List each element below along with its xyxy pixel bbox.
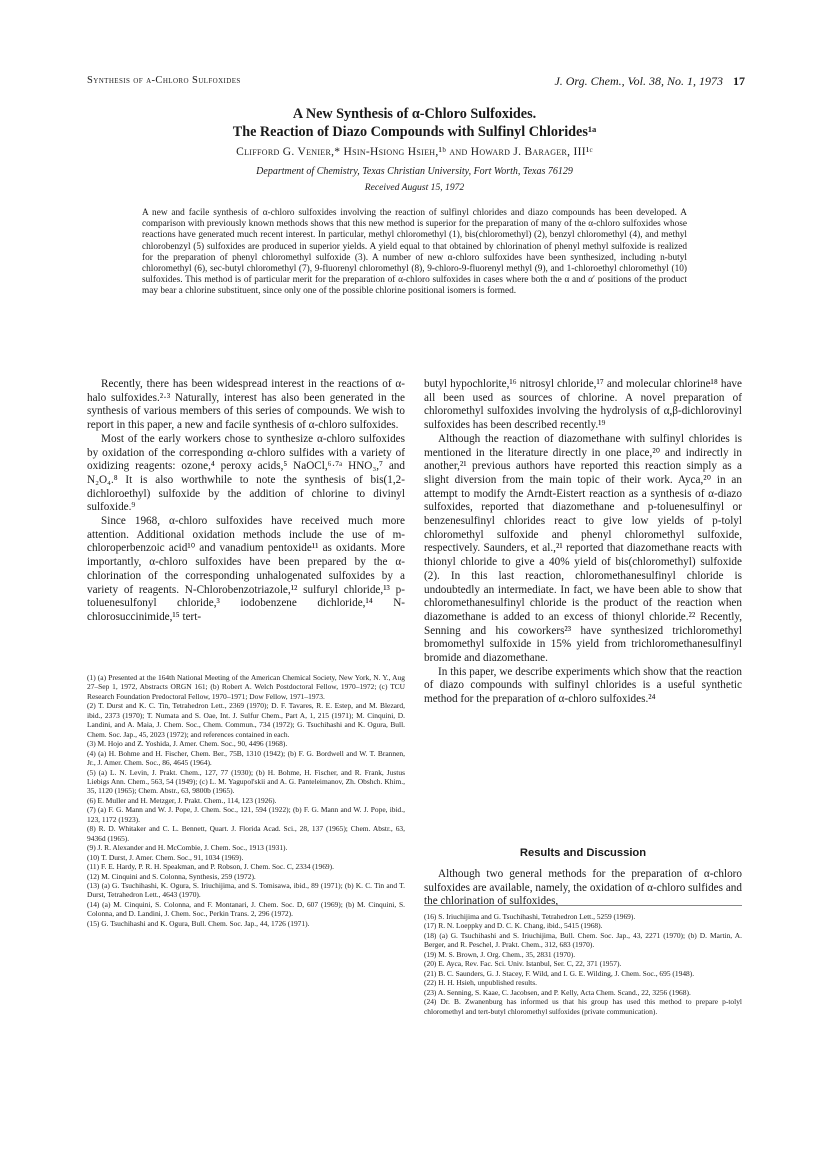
footnote: (3) M. Hojo and Z. Yoshida, J. Amer. Chem. Soc., 90, 4496 (1968). bbox=[87, 739, 288, 749]
footnote: (22) H. H. Hsieh, unpublished results. bbox=[424, 978, 537, 988]
body-paragraph: butyl hypochlorite,¹⁶ nitrosyl chloride,¹⁷ and molecular chlorine¹⁸ have all been used as sources of chlorine. A novel preparation of chloromethyl sulfoxides involving the hydrolysis of α,β-dichlorovinyl sulfoxides has been described recently.¹⁹ bbox=[424, 378, 742, 432]
footnote: (17) R. N. Loeppky and D. C. K. Chang, ibid., 5415 (1968). bbox=[424, 921, 603, 931]
author-list: Clifford G. Venier,* Hsin-Hsiong Hsieh,¹ᵇ and Howard J. Barager, III¹ᶜ bbox=[236, 146, 593, 158]
running-head-right bbox=[554, 74, 745, 89]
footnote: (2) T. Durst and K. C. Tin, Tetrahedron Lett., 2369 (1970); D. F. Tavares, R. E. Estep, and M. Blezard, ibid., 2373 (1970); T. Numata and S. Oae, Int. J. Sulfur Chem., Part A, 1, 215 (1971); M. Cinquini, D. Landini, and A. Maia, J. Chem. Soc., Chem. Commun., 734 (1972); G. Tsuchihashi and K. Ogura, Bull. Chem. Soc. Jap., 45, 2023 (1972); and references contained in each. bbox=[87, 701, 405, 739]
body-column-right bbox=[424, 378, 742, 707]
footnote: (16) S. Iriuchijima and G. Tsuchihashi, Tetrahedron Lett., 5259 (1969). bbox=[424, 912, 636, 921]
footnote: (18) (a) G. Tsuchihashi and S. Iriuchijima, Bull. Chem. Soc. Jap., 43, 2271 (1970); (b) D. Martin, A. Berger, and R. Peschel, J. Prakt. Chem., 312, 683 (1970). bbox=[424, 930, 742, 950]
journal-citation: J. Org. Chem., Vol. 38, No. 1, 1973 bbox=[554, 74, 723, 88]
body-paragraph: Recently, there has been widespread interest in the reactions of α-halo sulfoxides.²·³ Naturally, interest has also been generated in the synthesis of various members of this series of compounds. We wish to report in this paper, a new and facile synthesis of α-chloro sulfoxides. bbox=[87, 378, 405, 432]
running-head-left: Synthesis of α-Chloro Sulfoxides bbox=[87, 75, 241, 86]
page-number: 17 bbox=[733, 74, 745, 88]
article-title-line-1: A New Synthesis of α-Chloro Sulfoxides. bbox=[292, 106, 537, 122]
footnote: (7) (a) F. G. Mann and W. J. Pope, J. Chem. Soc., 121, 594 (1922); (b) F. G. Mann and W. J. Pope, ibid., 123, 1172 (1923). bbox=[87, 805, 405, 824]
body-paragraph: Since 1968, α-chloro sulfoxides have received much more attention. Additional oxidation methods include the use of m-chloroperbenzoic acid¹⁰ and vanadium pentoxide¹¹ as oxidants. More importantly, α-chloro sulfoxides have been prepared by the α-chlorination of the corresponding unhalogenated sulfoxides by a variety of reagents. N-Chlorobenzotriazole,¹² sulfuryl chloride,¹³ p-toluenesulfonyl chloride,³ iodobenzene dichloride,¹⁴ N-chlorosuccinimide,¹⁵ tert- bbox=[87, 515, 405, 623]
footnote: (15) G. Tsuchihashi and K. Ogura, Bull. Chem. Soc. Jap., 44, 1726 (1971). bbox=[87, 918, 310, 928]
footnote: (12) M. Cinquini and S. Colonna, Synthesis, 259 (1972). bbox=[87, 871, 256, 881]
footnote: (11) F. E. Hardy, P. R. H. Speakman, and P. Robson, J. Chem. Soc. C, 2334 (1969). bbox=[87, 862, 334, 872]
article-title-line-2: The Reaction of Diazo Compounds with Sulfinyl Chlorides¹ᵃ bbox=[232, 124, 597, 140]
footnote: (9) J. R. Alexander and H. McCombie, J. Chem. Soc., 1913 (1931). bbox=[87, 843, 288, 853]
footnote: (24) Dr. B. Zwanenburg has informed us that his group has used this method to prepare p-tolyl chloromethyl and tert-butyl chloromethyl sulfoxides (private communication). bbox=[424, 997, 742, 1016]
affiliation: Department of Chemistry, Texas Christian University, Fort Worth, Texas 76129 bbox=[256, 166, 573, 177]
body-paragraph: Although two general methods for the preparation of α-chloro sulfoxides are available, namely, the oxidation of α-chloro sulfides and the chlorination of sulfoxides, bbox=[424, 868, 742, 908]
footnote: (4) (a) H. Bohme and H. Fischer, Chem. Ber., 75B, 1310 (1942); (b) F. G. Bordwell and W. T. Brannen, Jr., J. Amer. Chem. Soc., 86, 4645 (1964). bbox=[87, 748, 405, 768]
abstract: A new and facile synthesis of α-chloro sulfoxides involving the reaction of sulfinyl chlorides and diazo compounds has been developed. A comparison with previously known methods shows that this new method is superior for the preparation of many of the α-chloro sulfoxides whose reactions have generated much recent interest. In particular, methyl chloromethyl (1), bis(chloromethyl) (2), benzyl chloromethyl (4), and methyl chlorobenzyl (5) sulfoxides are produced in superior yields. A yield equal to that obtained by chlorination of phenyl methyl sulfoxide is realized for the preparation of phenyl chloromethyl sulfoxide (3). A number of new α-chloro sulfoxides have been synthesized, including n-butyl chloromethyl (6), sec-butyl chloromethyl (7), 9-fluorenyl chloromethyl (8), 9-chloro-9-fluorenyl methyl (9), and 1-chloroethyl chloromethyl (10) sulfoxides. This method is of particular merit for the preparation of α-chloro sulfoxides in cases where both the α and α′ positions of the product may bear a chlorine substituent, since only one of the possible chlorine positional isomers is formed. bbox=[142, 208, 687, 297]
footnote: (14) (a) M. Cinquini, S. Colonna, and F. Montanari, J. Chem. Soc. D, 607 (1969); (b) M. Cinquini, S. Colonna, and D. Landini, J. Chem. Soc., Perkin Trans. 2, 296 (1972). bbox=[87, 899, 405, 919]
footnote: (5) (a) L. N. Levin, J. Prakt. Chem., 127, 77 (1930); (b) H. Bohme, H. Fischer, and R. Frank, Justus Liebigs Ann. Chem., 563, 54 (1949); (c) L. M. Yagupol'skii and A. G. Panteleimanov, Zh. Obshch. Khim., 35, 1120 (1965); Chem. Abstr., 63, 9800b (1965). bbox=[87, 767, 405, 796]
body-paragraph: Most of the early workers chose to synthesize α-chloro sulfoxides by oxidation of the corresponding α-chloro sulfides with a variety of oxidizing reagents: ozone,⁴ peroxy acids,⁵ NaOCl,⁶·⁷ᵃ HNO₃,⁷ and N₂O₄.⁸ It is also worthwhile to note the synthesis of bis(1,2-dichloroethyl) sulfoxide by the addition of chlorine to divinyl sulfoxide.⁹ bbox=[87, 432, 405, 514]
footnote: (19) M. S. Brown, J. Org. Chem., 35, 2831 (1970). bbox=[424, 949, 576, 959]
body-column-left bbox=[87, 378, 405, 625]
footnote: (23) A. Senning, S. Kaae, C. Jacobsen, and P. Kelly, Acta Chem. Scand., 22, 3256 (1968). bbox=[424, 987, 691, 997]
footnote: (10) T. Durst, J. Amer. Chem. Soc., 91, 1034 (1969). bbox=[87, 852, 244, 862]
footnote: (6) E. Muller and H. Metzger, J. Prakt. Chem., 114, 123 (1926). bbox=[87, 795, 277, 805]
footnote: (21) B. C. Saunders, G. J. Stacey, F. Wild, and I. G. E. Wilding, J. Chem. Soc., 695 (1948). bbox=[424, 968, 695, 978]
body-paragraph: In this paper, we describe experiments which show that the reaction of diazo compounds with sulfinyl chlorides is a useful synthetic method for the preparation of α-chloro sulfoxides.²⁴ bbox=[424, 665, 742, 706]
received-date: Received August 15, 1972 bbox=[364, 182, 465, 193]
footnote: (8) R. D. Whitaker and C. L. Bennett, Quart. J. Florida Acad. Sci., 28, 137 (1965); Chem. Abstr., 63, 9436d (1965). bbox=[87, 824, 405, 843]
footnote-divider bbox=[424, 905, 742, 906]
section-heading: Results and Discussion bbox=[519, 847, 647, 859]
body-paragraph: Although the reaction of diazomethane with sulfinyl chlorides is mentioned in the literature directly in one place,²⁰ and indirectly in another,²¹ previous authors have reported this reaction simply as a slight diversion from the main topic of their work. Ayca,²⁰ in an attempt to modify the Arndt-Eistert reaction as a synthesis of α-diazo sulfoxides, reported that diazomethane and p-toluenesulfinyl or benzenesulfinyl chlorides react to give low yields of p-tolyl chloromethyl sulfoxide and phenyl chloromethyl sulfoxide, respectively. Saunders, et al.,²¹ reported that diazomethane reacts with thionyl chloride to give a 40% yield of bis(chloromethyl) sulfoxide (2). In this last reaction, chloromethanesulfinyl chloride is undoubtedly an intermediate. In fact, we have been able to show that chloromethanesulfinyl chloride is the product of the reaction when diazomethane is added to an excess of thionyl chloride.²² Recently, Senning and his coworkers²³ have synthesized trichloromethyl bromomethyl sulfoxide in 15% yield from trichloromethanesulfinyl bromide and diazomethane. bbox=[424, 432, 742, 665]
footnotes-right bbox=[424, 912, 742, 1016]
section-body bbox=[424, 868, 742, 909]
footnote: (13) (a) G. Tsuchihashi, K. Ogura, S. Iriuchijima, and S. Tomisawa, ibid., 89 (1971); (b) K. C. Tin and T. Durst, Tetrahedron Lett., 4643 (1970). bbox=[87, 880, 405, 900]
footnotes-left bbox=[87, 673, 405, 928]
footnote: (1) (a) Presented at the 164th National Meeting of the American Chemical Society, New York, N. Y., Aug 27–Sep 1, 1972, Abstracts ORGN 161; (b) Robert A. Welch Postdoctoral Fellow, 1970–1972; (c) TCU Research Foundation Predoctoral Fellow, 1970–1971; Dow Fellow, 1971–1973. bbox=[87, 673, 405, 701]
footnote: (20) E. Ayca, Rev. Fac. Sci. Univ. Istanbul, Ser. C, 22, 371 (1957). bbox=[424, 959, 622, 969]
